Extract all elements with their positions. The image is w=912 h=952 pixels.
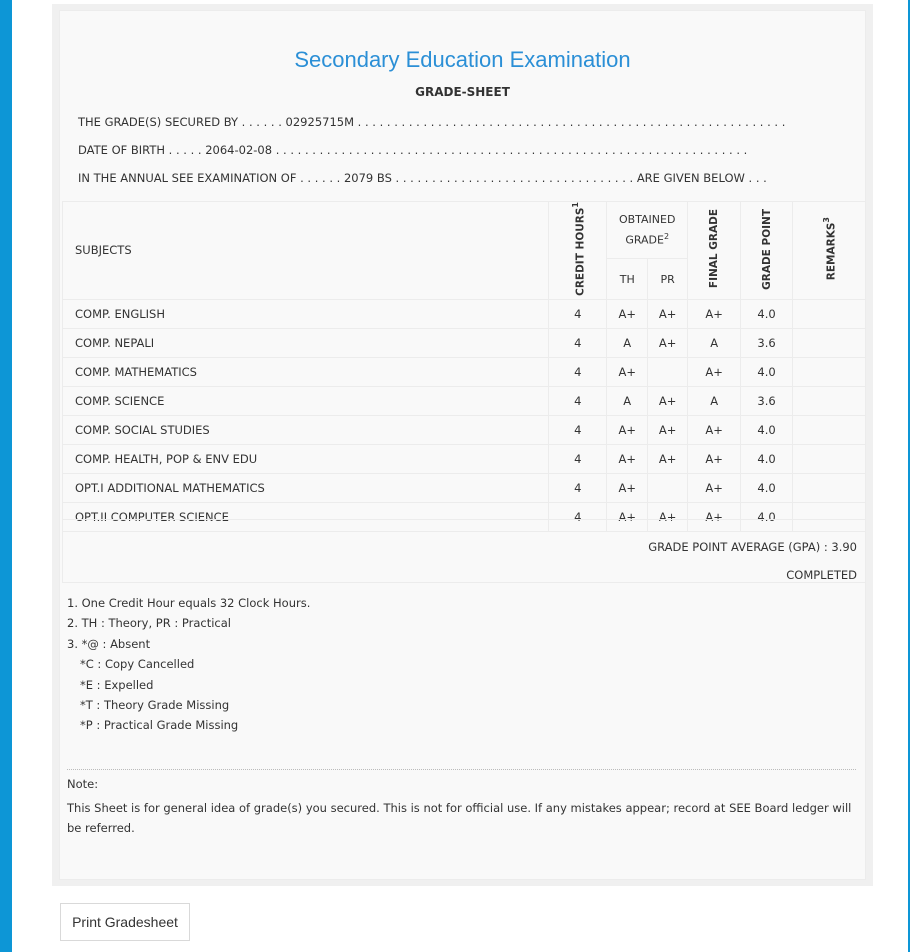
info-secured-by <box>78 115 785 129</box>
pr-grade-cell <box>648 473 688 502</box>
gradesheet-card <box>59 10 866 880</box>
footnote-item: 1. One Credit Hour equals 32 Clock Hours. <box>67 596 311 610</box>
subject-cell: COMP. MATHEMATICS <box>63 357 549 386</box>
note-title: Note: <box>67 777 99 791</box>
footnote-item: *E : Expelled <box>80 677 154 692</box>
remarks-cell <box>793 473 866 502</box>
remarks-cell <box>793 415 866 444</box>
footnotes <box>67 593 310 736</box>
subject-cell: COMP. HEALTH, POP & ENV EDU <box>63 444 549 473</box>
header-final-label: FINAL GRADE <box>708 209 721 289</box>
subject-cell: COMP. SCIENCE <box>63 386 549 415</box>
final-grade-cell: A+ <box>688 357 741 386</box>
info-exam-suffix: ARE GIVEN BELOW . . . <box>636 171 767 185</box>
grades-table <box>62 201 866 532</box>
info-dots: . . . . . . . . . . . . . . . . . . . . . . . . . . . . . . . . . . . . . . . . . . . . . . . . . . . . . . . . . . . . . . . . . <box>272 143 748 157</box>
footnote-item: *P : Practical Grade Missing <box>80 718 239 733</box>
header-obtained-grade <box>607 202 688 259</box>
gpa-line <box>648 540 857 554</box>
table-row <box>63 357 866 386</box>
th-grade-cell: A+ <box>607 473 648 502</box>
table-row <box>63 299 866 328</box>
pr-grade-cell: A+ <box>648 502 688 531</box>
table-row <box>63 328 866 357</box>
info-dots: . . . . . . . . . . . . . . . . . . . . . . . . . . . . . . . . . <box>391 171 637 185</box>
symbol-number: 02925715M <box>285 115 355 129</box>
info-exam <box>78 171 767 185</box>
credit-cell: 4 <box>549 415 607 444</box>
gradesheet-panel <box>52 4 873 886</box>
th-grade-cell: A+ <box>607 444 648 473</box>
gpa-value: 3.90 <box>831 540 857 554</box>
header-th: TH <box>607 259 648 299</box>
header-point-label: GRADE POINT <box>760 208 773 290</box>
header-subjects: SUBJECTS <box>63 202 549 300</box>
header-credit-label: CREDIT HOURS <box>574 207 587 296</box>
pr-grade-cell: A+ <box>648 328 688 357</box>
subject-cell: COMP. NEPALI <box>63 328 549 357</box>
info-dob-label: DATE OF BIRTH . . . . . <box>78 143 206 157</box>
footnote-item: 2. TH : Theory, PR : Practical <box>67 616 231 631</box>
page-subtitle: GRADE-SHEET <box>415 85 510 99</box>
subject-cell: OPT.II COMPUTER SCIENCE <box>63 502 549 531</box>
pr-grade-cell: A+ <box>648 299 688 328</box>
grade-point-cell: 4.0 <box>741 357 793 386</box>
print-gradesheet-button[interactable]: Print Gradesheet <box>60 903 190 941</box>
remarks-cell <box>793 299 866 328</box>
th-grade-cell: A+ <box>607 415 648 444</box>
grade-point-cell: 3.6 <box>741 386 793 415</box>
footnote-item: *T : Theory Grade Missing <box>80 698 230 713</box>
remarks-cell <box>793 357 866 386</box>
footnote-ref: 2 <box>663 232 670 242</box>
info-exam-label: IN THE ANNUAL SEE EXAMINATION OF . . . . . . <box>78 171 344 185</box>
left-accent-bar <box>0 0 12 952</box>
credit-cell: 4 <box>549 357 607 386</box>
credit-cell: 4 <box>549 299 607 328</box>
th-grade-cell: A+ <box>607 502 648 531</box>
header-pr: PR <box>648 259 688 299</box>
grade-point-cell: 4.0 <box>741 415 793 444</box>
table-row <box>63 415 866 444</box>
credit-cell: 4 <box>549 328 607 357</box>
grade-point-cell: 3.6 <box>741 328 793 357</box>
page-title: Secondary Education Examination <box>294 47 631 72</box>
gpa-label: GRADE POINT AVERAGE (GPA) : <box>648 540 832 554</box>
table-row <box>63 444 866 473</box>
table-row <box>63 473 866 502</box>
th-grade-cell: A+ <box>607 357 648 386</box>
final-grade-cell: A+ <box>688 502 741 531</box>
footnote-ref: 3 <box>821 217 831 223</box>
info-dots: . . . . . . . . . . . . . . . . . . . . . . . . . . . . . . . . . . . . . . . . . . . . . . . . . . . . . . . . . . . <box>354 115 786 129</box>
final-grade-cell: A+ <box>688 473 741 502</box>
note-text: This Sheet is for general idea of grade(s) you secured. This is not for official use. If any mistakes appear; record at SEE Board ledger will be referred. <box>67 801 852 836</box>
right-accent-line <box>908 0 910 952</box>
credit-cell: 4 <box>549 473 607 502</box>
subject-cell: COMP. SOCIAL STUDIES <box>63 415 549 444</box>
header-grade-point <box>741 202 793 300</box>
info-dob <box>78 143 747 157</box>
pr-grade-cell: A+ <box>648 444 688 473</box>
subject-cell: COMP. ENGLISH <box>63 299 549 328</box>
grade-point-cell: 4.0 <box>741 444 793 473</box>
date-of-birth: 2064-02-08 <box>205 143 273 157</box>
final-grade-cell: A <box>688 386 741 415</box>
header-obtained-label: OBTAINED GRADE <box>618 213 676 248</box>
footnote-item: 3. *@ : Absent <box>67 636 151 651</box>
table-row <box>63 386 866 415</box>
credit-cell: 4 <box>549 444 607 473</box>
gpa-summary <box>62 519 866 583</box>
remarks-cell <box>793 328 866 357</box>
credit-cell: 4 <box>549 502 607 531</box>
grade-point-cell: 4.0 <box>741 299 793 328</box>
remarks-cell <box>793 386 866 415</box>
result-status: COMPLETED <box>786 568 857 582</box>
final-grade-cell: A+ <box>688 299 741 328</box>
header-credit-hours <box>549 202 607 300</box>
th-grade-cell: A <box>607 386 648 415</box>
info-secured-label: THE GRADE(S) SECURED BY . . . . . . <box>78 115 286 129</box>
grade-point-cell: 4.0 <box>741 502 793 531</box>
pr-grade-cell: A+ <box>648 415 688 444</box>
th-grade-cell: A+ <box>607 299 648 328</box>
final-grade-cell: A <box>688 328 741 357</box>
footnote-ref: 1 <box>570 202 580 208</box>
pr-grade-cell: A+ <box>648 386 688 415</box>
grade-point-cell: 4.0 <box>741 473 793 502</box>
remarks-cell <box>793 444 866 473</box>
subject-cell: OPT.I ADDITIONAL MATHEMATICS <box>63 473 549 502</box>
pr-grade-cell <box>648 357 688 386</box>
footnote-item: *C : Copy Cancelled <box>80 657 195 672</box>
final-grade-cell: A+ <box>688 415 741 444</box>
credit-cell: 4 <box>549 386 607 415</box>
note-divider <box>67 769 856 770</box>
header-remarks-label: REMARKS <box>825 222 838 281</box>
exam-year: 2079 BS <box>343 171 392 185</box>
th-grade-cell: A <box>607 328 648 357</box>
header-remarks <box>793 202 866 300</box>
header-final-grade <box>688 202 741 300</box>
final-grade-cell: A+ <box>688 444 741 473</box>
